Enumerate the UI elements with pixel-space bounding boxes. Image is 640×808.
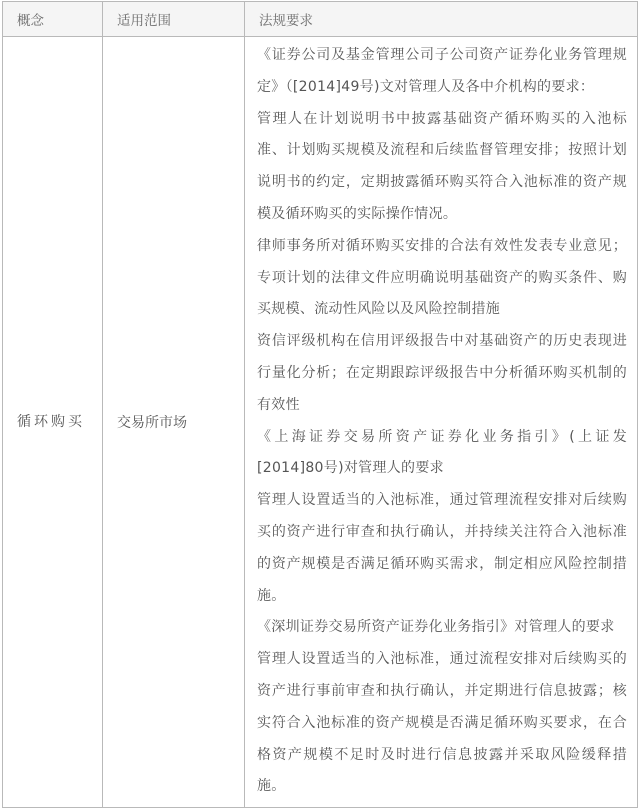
- header-row: [3, 2, 638, 37]
- table-row: [3, 37, 638, 808]
- requirement-paragraph: 《深圳证券交易所资产证券化业务指引》对管理人的要求: [257, 619, 615, 636]
- requirements-cell: [245, 37, 638, 808]
- requirement-paragraph: 律师事务所对循环购买安排的合法有效性发表专业意见；专项计划的法律文件应明确说明基础资产的购买条件、购买规模、流动性风险以及风险控制措施: [257, 237, 627, 318]
- requirement-paragraph: 资信评级机构在信用评级报告中对基础资产的历史表现进行量化分析；在定期跟踪评级报告中分析循环购买机制的有效性: [257, 333, 627, 413]
- concept-cell: 循环购买: [3, 37, 103, 808]
- requirement-paragraph: 管理人设置适当的入池标准，通过管理流程安排对后续购买的资产进行审查和执行确认，并持续关注符合入池标准的资产规模是否满足循环购买需求，制定相应风险控制措施。: [257, 492, 627, 604]
- header-scope: 适用范围: [103, 2, 245, 37]
- requirement-paragraph: 管理人在计划说明书中披露基础资产循环购买的入池标准、计划购买规模及流程和后续监督管理安排；按照计划说明书的约定，定期披露循环购买符合入池标准的资产规模及循环购买的实际操作情况。: [257, 110, 627, 222]
- regulation-table: [2, 1, 638, 808]
- requirement-paragraph: 《上海证券交易所资产证券化业务指引》(上证发[2014]80号)对管理人的要求: [257, 428, 627, 477]
- requirement-paragraph: 《证券公司及基金管理公司子公司资产证券化业务管理规定》（[2014]49号)文对管理人及各中介机构的要求：: [257, 47, 627, 95]
- scope-cell: 交易所市场: [103, 37, 245, 808]
- header-concept: 概念: [3, 2, 103, 37]
- requirement-paragraph: 管理人设置适当的入池标准，通过流程安排对后续购买的资产进行事前审查和执行确认，并定期进行信息披露；核实符合入池标准的资产规模是否满足循环购买要求，在合格资产规模不足时及时进行信息披露并采取风险缓释措施。: [257, 651, 627, 795]
- header-requirements: 法规要求: [245, 2, 638, 37]
